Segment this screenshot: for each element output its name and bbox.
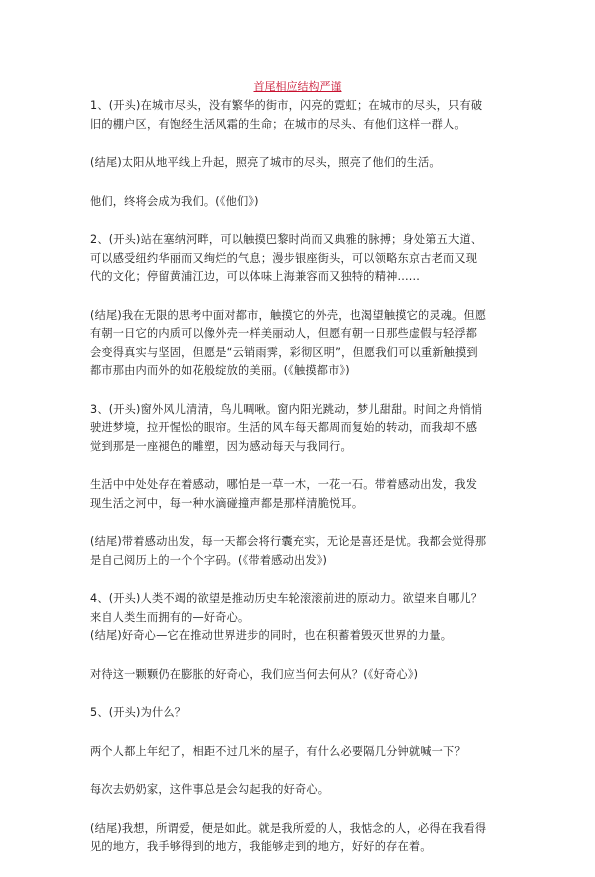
paragraph — [90, 743, 510, 762]
paragraph — [90, 154, 510, 173]
paragraph — [90, 820, 510, 857]
paragraph-line: (结尾)太阳从地平线上升起，照亮了城市的尽头，照亮了他们的生活。 — [90, 156, 441, 169]
paragraph — [90, 231, 510, 287]
paragraph-line: 现生活之河中，每一种水滴碰撞声都是那样清脆悦耳。 — [90, 496, 364, 510]
document-title-text: 首尾相应结构严谨 — [253, 80, 342, 93]
paragraph — [90, 97, 510, 134]
paragraph — [90, 627, 510, 646]
paragraph-line: 会变得真实与坚固，但愿是“云销雨霁，彩彻区明”，但愿我们可以重新触摸到 — [90, 345, 478, 359]
paragraph-line: 旧的棚户区，有饱经生活风霜的生命；在城市的尽头、有他们这样一群人。 — [90, 117, 466, 131]
paragraph-line: (结尾)好奇心—它在推动世界进步的同时，也在积蓄着毁灭世界的力量。 — [90, 629, 453, 642]
paragraph — [90, 704, 510, 723]
paragraph-line: 每次去奶奶家，这件事总是会勾起我的好奇心。 — [90, 783, 330, 796]
paragraph-line: 见的地方，我手够得到的地方，我能够走到的地方，好好的存在着。 — [90, 840, 432, 853]
paragraph-line: 来自人类生而拥有的—好奇心。 — [90, 610, 250, 624]
paragraph-line: (结尾)我想，所谓爱，便是如此。就是我所爱的人，我惦念的人，必得在我看得 — [90, 821, 487, 835]
paragraph-line: (结尾)我在无限的思考中面对都市，触摸它的外壳，也渴望触摸它的灵魂。但愿 — [90, 308, 487, 322]
paragraph-line: 他们，终将会成为我们。(《他们》) — [90, 194, 259, 208]
paragraph-line: 可以感受纽约华丽而又绚烂的气息；漫步银座街头，可以领略东京古老而又现 — [90, 251, 478, 265]
paragraph-line: 对待这一颗颗仍在膨胀的好奇心，我们应当何去何从？(《好奇心》) — [90, 667, 419, 681]
paragraph-line: 都市那由内而外的如花般绽放的美丽。(《触摸都市》) — [90, 364, 350, 377]
paragraph — [90, 781, 510, 800]
paragraph-line: 是自己阅历上的一个个字码。(《带着感动出发》) — [90, 553, 328, 567]
paragraph-line: 1、(开头)在城市尽头，没有繁华的街市，闪亮的霓虹；在城市的尽头，只有破 — [90, 99, 483, 112]
paragraph-line: 驶进梦境，拉开惺忪的眼帘。生活的风车每天都周而复始的转动，而我却不感 — [90, 421, 478, 434]
paragraph — [90, 401, 510, 457]
paragraph-line: 有朝一日它的内质可以像外壳一样美丽动人，但愿有朝一日那些虚假与轻浮都 — [90, 327, 478, 340]
paragraph — [90, 666, 510, 685]
paragraph-line: 2、(开头)站在塞纳河畔，可以触摸巴黎时尚而又典雅的脉搏；身处第五大道、 — [90, 233, 483, 246]
paragraph — [90, 476, 510, 513]
document-title — [0, 80, 595, 94]
paragraph-line: 5、(开头)为什么？ — [90, 706, 187, 719]
paragraph-line: (结尾)带着感动出发，每一天都会将行囊充实，无论是喜还是忧。我都会觉得那 — [90, 535, 487, 548]
paragraph-line: 代的文化；停留黄浦江边，可以体味上海兼容而又独特的精神...... — [90, 270, 421, 283]
paragraph — [90, 590, 510, 627]
paragraph-line: 4、(开头)人类不竭的欲望是推动历史车轮滚滚前进的原动力。欲望来自哪儿？ — [90, 592, 483, 605]
document-body — [90, 97, 510, 877]
paragraph-line: 生活中中处处存在着感动，哪怕是一草一木，一花一石。带着感动出发，我发 — [90, 478, 478, 491]
paragraph — [90, 533, 510, 570]
paragraph — [90, 307, 510, 381]
paragraph-line: 觉到那是一座褪色的雕塑，因为感动每天与我同行。 — [90, 439, 352, 453]
paragraph-line: 两个人都上年纪了，相距不过几米的屋子，有什么必要隔几分钟就喊一下？ — [90, 744, 466, 758]
paragraph-line: 3、(开头)窗外风儿清清，鸟儿啁啾。窗内阳光跳动，梦儿甜甜。时间之舟悄悄 — [90, 402, 483, 416]
paragraph — [90, 193, 510, 212]
